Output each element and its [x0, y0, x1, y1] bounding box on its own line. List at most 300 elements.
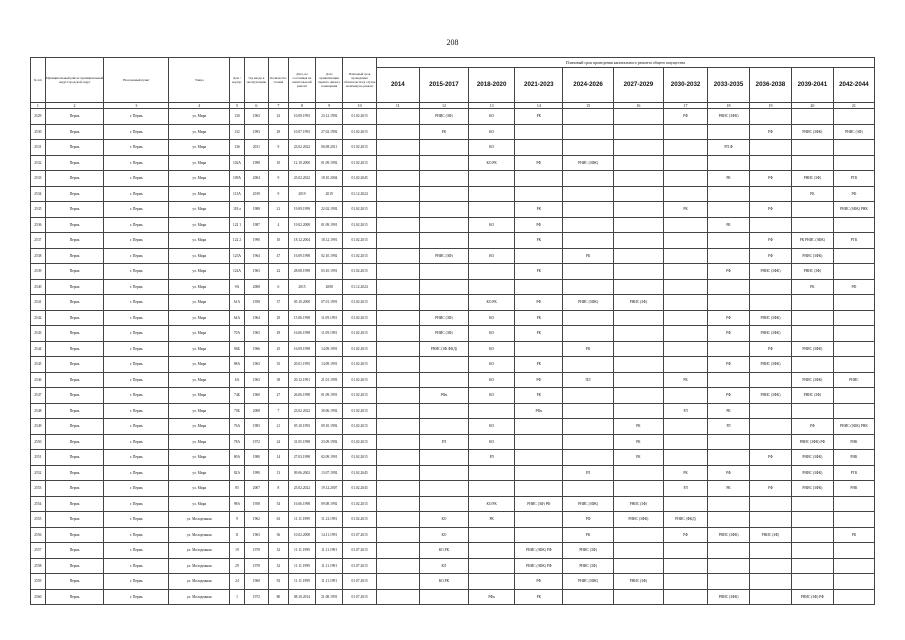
floors-cell: 25 [268, 341, 288, 357]
municipality-cell: Пермь [45, 264, 104, 280]
date-privatization-cell: 01.09.1991 [316, 388, 343, 404]
house-cell: 29 [230, 558, 245, 574]
date-repair-cell: 12.10.2000 [288, 155, 315, 171]
work-type-cell [419, 155, 468, 171]
work-type-cell: РНИС (ЗФК) [749, 357, 791, 373]
work-type-cell [613, 357, 663, 373]
row-number: 2543 [31, 326, 46, 342]
work-type-cell [515, 248, 563, 264]
work-type-cell: РТК [833, 465, 874, 481]
table-row [31, 155, 875, 171]
work-type-cell: РК [791, 186, 833, 202]
date-privatization-cell: 21.01.1993 [316, 372, 343, 388]
period-cell: 01.02.2015 [343, 295, 377, 311]
table-row [31, 465, 875, 481]
work-type-cell [833, 109, 874, 125]
settlement-cell: г. Пермь [104, 496, 169, 512]
work-type-cell [376, 171, 419, 187]
date-privatization-cell: 21.08.1991 [316, 589, 343, 605]
floors-cell: 10 [268, 155, 288, 171]
work-type-cell: РК [515, 264, 563, 280]
work-type-cell: РНИС (ЗФК) [563, 496, 613, 512]
settlement-cell: г. Пермь [104, 372, 169, 388]
work-type-cell [515, 450, 563, 466]
work-type-cell [749, 558, 791, 574]
work-type-cell [376, 403, 419, 419]
date-privatization-cell: 2008 [316, 279, 343, 295]
work-type-cell [749, 279, 791, 295]
work-type-cell [833, 248, 874, 264]
street-cell: ул. Молодежная [169, 512, 230, 528]
work-type-cell: РК [708, 403, 750, 419]
date-repair-cell: 25.02.2022 [288, 171, 315, 187]
house-cell: 70А [230, 326, 245, 342]
work-type-cell: КО [469, 372, 515, 388]
settlement-cell: г. Пермь [104, 217, 169, 233]
work-type-cell [613, 372, 663, 388]
column-number: 5 [230, 103, 245, 109]
street-cell: ул. Мира [169, 341, 230, 357]
date-repair-cell: 19.02.2008 [288, 217, 315, 233]
work-type-cell: РФк [419, 388, 468, 404]
settlement-cell: г. Пермь [104, 403, 169, 419]
municipality-cell: Пермь [45, 202, 104, 218]
work-type-cell [563, 264, 613, 280]
date-repair-cell: 2019 [288, 186, 315, 202]
floors-cell: 7 [268, 403, 288, 419]
street-cell: ул. Мира [169, 140, 230, 156]
work-type-cell [749, 186, 791, 202]
work-type-cell: РК [613, 419, 663, 435]
column-number: 7 [268, 103, 288, 109]
work-type-cell: РФ [664, 527, 708, 543]
work-type-cell: РЛ [708, 419, 750, 435]
date-repair-cell: 23.02.2022 [288, 140, 315, 156]
column-number: 11 [376, 103, 419, 109]
work-type-cell [419, 140, 468, 156]
street-cell: ул. Мира [169, 403, 230, 419]
table-row [31, 512, 875, 528]
work-type-cell [791, 109, 833, 125]
work-type-cell [708, 434, 750, 450]
table-row [31, 124, 875, 140]
house-cell: 88А [230, 357, 245, 373]
work-type-cell [664, 124, 708, 140]
work-type-cell [708, 248, 750, 264]
work-type-cell [613, 341, 663, 357]
work-type-cell [613, 310, 663, 326]
work-type-cell: КЛ [419, 558, 468, 574]
settlement-cell: г. Пермь [104, 140, 169, 156]
year-built-cell: 1966 [244, 341, 268, 357]
column-number: 15 [563, 103, 613, 109]
municipality-cell: Пермь [45, 140, 104, 156]
header-year-3: 2021-2023 [515, 68, 563, 103]
work-type-cell [563, 357, 613, 373]
settlement-cell: г. Пермь [104, 574, 169, 590]
column-number: 14 [515, 103, 563, 109]
house-cell: 24 [230, 574, 245, 590]
work-type-cell [791, 326, 833, 342]
work-type-cell [833, 589, 874, 605]
work-type-cell: РФ [749, 248, 791, 264]
work-type-cell [613, 171, 663, 187]
street-cell: ул. Мира [169, 419, 230, 435]
date-privatization-cell: 07.01.1991 [316, 295, 343, 311]
work-type-cell: РК [515, 109, 563, 125]
work-type-cell [833, 326, 874, 342]
street-cell: ул. Мира [169, 155, 230, 171]
work-type-cell: КО [469, 341, 515, 357]
work-type-cell [791, 357, 833, 373]
work-type-cell [613, 233, 663, 249]
work-type-cell [708, 202, 750, 218]
work-type-cell [664, 496, 708, 512]
work-type-cell: РФк [515, 403, 563, 419]
municipality-cell: Пермь [45, 295, 104, 311]
work-type-cell [419, 589, 468, 605]
settlement-cell: г. Пермь [104, 326, 169, 342]
work-type-cell [376, 109, 419, 125]
work-type-cell [376, 372, 419, 388]
table-row [31, 326, 875, 342]
work-type-cell [833, 217, 874, 233]
floors-cell: 63 [268, 512, 288, 528]
settlement-cell: г. Пермь [104, 558, 169, 574]
year-built-cell: 1964 [244, 310, 268, 326]
work-type-cell [515, 186, 563, 202]
header-year-10: 2042-2044 [833, 68, 874, 103]
header-year-2: 2018-2020 [469, 68, 515, 103]
work-type-cell [791, 403, 833, 419]
work-type-cell: РНИС (ЗФК) [749, 326, 791, 342]
period-cell: 01.02.2015 [343, 155, 377, 171]
work-type-cell [563, 450, 613, 466]
year-built-cell: 2007 [244, 481, 268, 497]
settlement-cell: г. Пермь [104, 543, 169, 559]
municipality-cell: Пермь [45, 558, 104, 574]
row-number: 2555 [31, 512, 46, 528]
floors-cell: 21 [268, 202, 288, 218]
settlement-cell: г. Пермь [104, 310, 169, 326]
header-year-4: 2024-2026 [563, 68, 613, 103]
house-cell: 82А [230, 465, 245, 481]
floors-cell: 80 [268, 589, 288, 605]
work-type-cell: РНИС (ЗФК) [613, 512, 663, 528]
work-type-cell: РНИС (ЗФ) [419, 248, 468, 264]
work-type-cell [708, 574, 750, 590]
work-type-cell: КО [469, 109, 515, 125]
work-type-cell [833, 295, 874, 311]
work-type-cell: РК [563, 527, 613, 543]
work-type-cell: РФ [833, 279, 874, 295]
floors-cell: 21 [268, 419, 288, 435]
row-number: 2549 [31, 419, 46, 435]
row-number: 2552 [31, 465, 46, 481]
work-type-cell [376, 388, 419, 404]
date-repair-cell: 05.10.2000 [288, 295, 315, 311]
work-type-cell [563, 109, 613, 125]
work-type-cell: РНИС (ЗФ) [833, 124, 874, 140]
work-type-cell [613, 589, 663, 605]
work-type-cell [563, 279, 613, 295]
work-type-cell [563, 171, 613, 187]
year-built-cell: 1963 [244, 372, 268, 388]
house-cell: 6А [230, 372, 245, 388]
street-cell: ул. Мира [169, 186, 230, 202]
street-cell: ул. Мира [169, 171, 230, 187]
work-type-cell: РК [791, 279, 833, 295]
work-type-cell [833, 403, 874, 419]
row-number: 2557 [31, 543, 46, 559]
work-type-cell [613, 481, 663, 497]
date-privatization-cell: 11.12.1991 [316, 512, 343, 528]
work-type-cell [708, 233, 750, 249]
table-row [31, 233, 875, 249]
date-privatization-cell: 13.07.1992 [316, 465, 343, 481]
house-cell: 1 [230, 589, 245, 605]
work-type-cell: РНИС (ЗФ) [563, 558, 613, 574]
header-year-built: Год ввода в эксплуатацию [244, 58, 268, 103]
column-number: 4 [169, 103, 230, 109]
work-type-cell: КО [469, 434, 515, 450]
work-type-cell [419, 450, 468, 466]
work-type-cell [376, 512, 419, 528]
work-type-cell: РНИС (ЗФК) [791, 372, 833, 388]
street-cell: ул. Мира [169, 326, 230, 342]
period-cell: 01.02.2045 [343, 481, 377, 497]
house-cell: 132 [230, 124, 245, 140]
house-cell: 9А [230, 279, 245, 295]
work-type-cell: РНИС (ЗФК) [708, 527, 750, 543]
period-cell: 01.02.2015 [343, 248, 377, 264]
work-type-cell [664, 543, 708, 559]
work-type-cell: РНИС (ЗФ) [613, 496, 663, 512]
floors-cell: 23 [268, 109, 288, 125]
street-cell: ул. Мира [169, 295, 230, 311]
house-cell: 74Б [230, 388, 245, 404]
house-cell: 136 [230, 140, 245, 156]
work-type-cell: РНИС (ЗФК) [749, 388, 791, 404]
work-type-cell [376, 419, 419, 435]
row-number: 2553 [31, 481, 46, 497]
work-type-cell [833, 357, 874, 373]
street-cell: ул. Мира [169, 248, 230, 264]
work-type-cell: РК [664, 465, 708, 481]
date-privatization-cell: 23.09.1992 [316, 434, 343, 450]
table-row [31, 279, 875, 295]
work-type-cell [791, 155, 833, 171]
municipality-cell: Пермь [45, 357, 104, 373]
street-cell: ул. Мира [169, 450, 230, 466]
date-repair-cell: 20.01.1995 [288, 357, 315, 373]
work-type-cell [791, 217, 833, 233]
header-year-8: 2036-2038 [749, 68, 791, 103]
work-type-cell [791, 140, 833, 156]
work-type-cell [613, 279, 663, 295]
work-type-cell: РНИС (ЗФК) [791, 341, 833, 357]
floors-cell: 9 [268, 140, 288, 156]
work-type-cell: КО [469, 124, 515, 140]
work-type-cell [376, 155, 419, 171]
date-privatization-cell: 30.06.1992 [316, 403, 343, 419]
street-cell: ул. Мира [169, 109, 230, 125]
work-type-cell [664, 388, 708, 404]
municipality-cell: Пермь [45, 481, 104, 497]
column-number: 19 [749, 103, 791, 109]
column-number: 2 [45, 103, 104, 109]
work-type-cell [749, 419, 791, 435]
settlement-cell: г. Пермь [104, 357, 169, 373]
header-year-5: 2027-2029 [613, 68, 663, 103]
settlement-cell: г. Пермь [104, 512, 169, 528]
row-number: 2537 [31, 233, 46, 249]
work-type-cell: РТК [833, 233, 874, 249]
work-type-cell: РЛ [664, 481, 708, 497]
house-cell: 102А [230, 155, 245, 171]
work-type-cell [376, 279, 419, 295]
work-type-cell [791, 202, 833, 218]
header-settlement: Населенный пункт [104, 58, 169, 103]
floors-cell: 32 [268, 543, 288, 559]
floors-cell: 29 [268, 310, 288, 326]
work-type-cell [376, 248, 419, 264]
work-type-cell [515, 341, 563, 357]
work-type-cell [613, 403, 663, 419]
work-type-cell: РНИС (ЗФК) [749, 310, 791, 326]
period-cell: 01.02.2015 [343, 496, 377, 512]
work-type-cell: РНИС (ЗФК) [708, 589, 750, 605]
header-year-1: 2015-2017 [419, 68, 468, 103]
work-type-cell [469, 527, 515, 543]
street-cell: ул. Мира [169, 279, 230, 295]
period-cell: 01.02.2015 [343, 233, 377, 249]
work-type-cell [833, 543, 874, 559]
floors-cell: 47 [268, 248, 288, 264]
settlement-cell: г. Пермь [104, 481, 169, 497]
table-row [31, 496, 875, 512]
work-type-cell [613, 248, 663, 264]
date-repair-cell: 19.09.1999 [288, 202, 315, 218]
table-row [31, 558, 875, 574]
municipality-cell: Пермь [45, 233, 104, 249]
work-type-cell [469, 465, 515, 481]
work-type-cell: РФ [515, 295, 563, 311]
work-type-cell [419, 481, 468, 497]
floors-cell: 37 [268, 295, 288, 311]
settlement-cell: г. Пермь [104, 109, 169, 125]
work-type-cell [376, 186, 419, 202]
municipality-cell: Пермь [45, 419, 104, 435]
work-type-cell: РНИС (ЗФК) [563, 574, 613, 590]
work-type-cell [791, 527, 833, 543]
date-privatization-cell: 01.09.1991 [316, 217, 343, 233]
header-municipality: Муниципальный район/ муниципальный округ/городской округ [45, 58, 104, 103]
period-cell: 01.12.2024 [343, 186, 377, 202]
date-privatization-cell: 14.09.1991 [316, 341, 343, 357]
settlement-cell: г. Пермь [104, 589, 169, 605]
year-built-cell: 1980 [244, 450, 268, 466]
work-type-cell: РФ [515, 574, 563, 590]
table-row [31, 388, 875, 404]
work-type-cell: РФ [708, 357, 750, 373]
street-cell: ул. Молодежная [169, 543, 230, 559]
work-type-cell: РФ [708, 264, 750, 280]
table-row [31, 357, 875, 373]
year-built-cell: 1963 [244, 357, 268, 373]
work-type-cell: КО [469, 217, 515, 233]
municipality-cell: Пермь [45, 512, 104, 528]
date-privatization-cell: 14.09.1991 [316, 357, 343, 373]
work-type-cell [563, 310, 613, 326]
work-type-cell: РЛ [419, 434, 468, 450]
work-type-cell: РК [469, 512, 515, 528]
column-number: 10 [343, 103, 377, 109]
date-repair-cell: 16.09.1998 [288, 248, 315, 264]
date-repair-cell: 25.02.2022 [288, 481, 315, 497]
table-row [31, 171, 875, 187]
house-cell: 123А [230, 248, 245, 264]
house-cell: 70Б [230, 403, 245, 419]
work-type-cell [376, 202, 419, 218]
header-house: Дом / корпус [230, 58, 245, 103]
year-built-cell: 1963 [244, 264, 268, 280]
year-built-cell: 1964 [244, 248, 268, 264]
year-built-cell: 1987 [244, 217, 268, 233]
table-row [31, 217, 875, 233]
period-cell: 01.02.2015 [343, 326, 377, 342]
work-type-cell: РФ [515, 372, 563, 388]
date-repair-cell: 23.02.2022 [288, 403, 315, 419]
work-type-cell [664, 279, 708, 295]
work-type-cell [664, 558, 708, 574]
house-cell: 64А [230, 310, 245, 326]
municipality-cell: Пермь [45, 310, 104, 326]
period-cell: 01.02.2015 [343, 140, 377, 156]
work-type-cell [749, 574, 791, 590]
work-type-cell [419, 217, 468, 233]
work-type-cell [833, 512, 874, 528]
row-number: 2559 [31, 574, 46, 590]
period-cell: 01.07.2015 [343, 527, 377, 543]
municipality-cell: Пермь [45, 124, 104, 140]
municipality-cell: Пермь [45, 171, 104, 187]
work-type-cell [664, 419, 708, 435]
year-built-cell: 1978 [244, 543, 268, 559]
date-privatization-cell: 2019 [316, 186, 343, 202]
column-number: 18 [708, 103, 750, 109]
table-row [31, 264, 875, 280]
work-type-cell [515, 140, 563, 156]
work-type-cell: РНИС (ЗФК) РФ [515, 558, 563, 574]
table-row [31, 481, 875, 497]
header-period: Плановый срок проведения обязательств (в случае наличия) на ремонт [343, 58, 377, 103]
row-number: 2531 [31, 140, 46, 156]
date-privatization-cell: 11.09.1991 [316, 310, 343, 326]
row-number: 2532 [31, 155, 46, 171]
date-privatization-cell: 11.11.1991 [316, 543, 343, 559]
work-type-cell [376, 574, 419, 590]
row-number: 2533 [31, 171, 46, 187]
work-type-cell [376, 527, 419, 543]
work-type-cell [749, 434, 791, 450]
work-type-cell [613, 465, 663, 481]
work-type-cell [664, 357, 708, 373]
work-type-cell [469, 264, 515, 280]
table-row [31, 202, 875, 218]
year-built-cell: 2008 [244, 403, 268, 419]
work-type-cell: РК [708, 171, 750, 187]
